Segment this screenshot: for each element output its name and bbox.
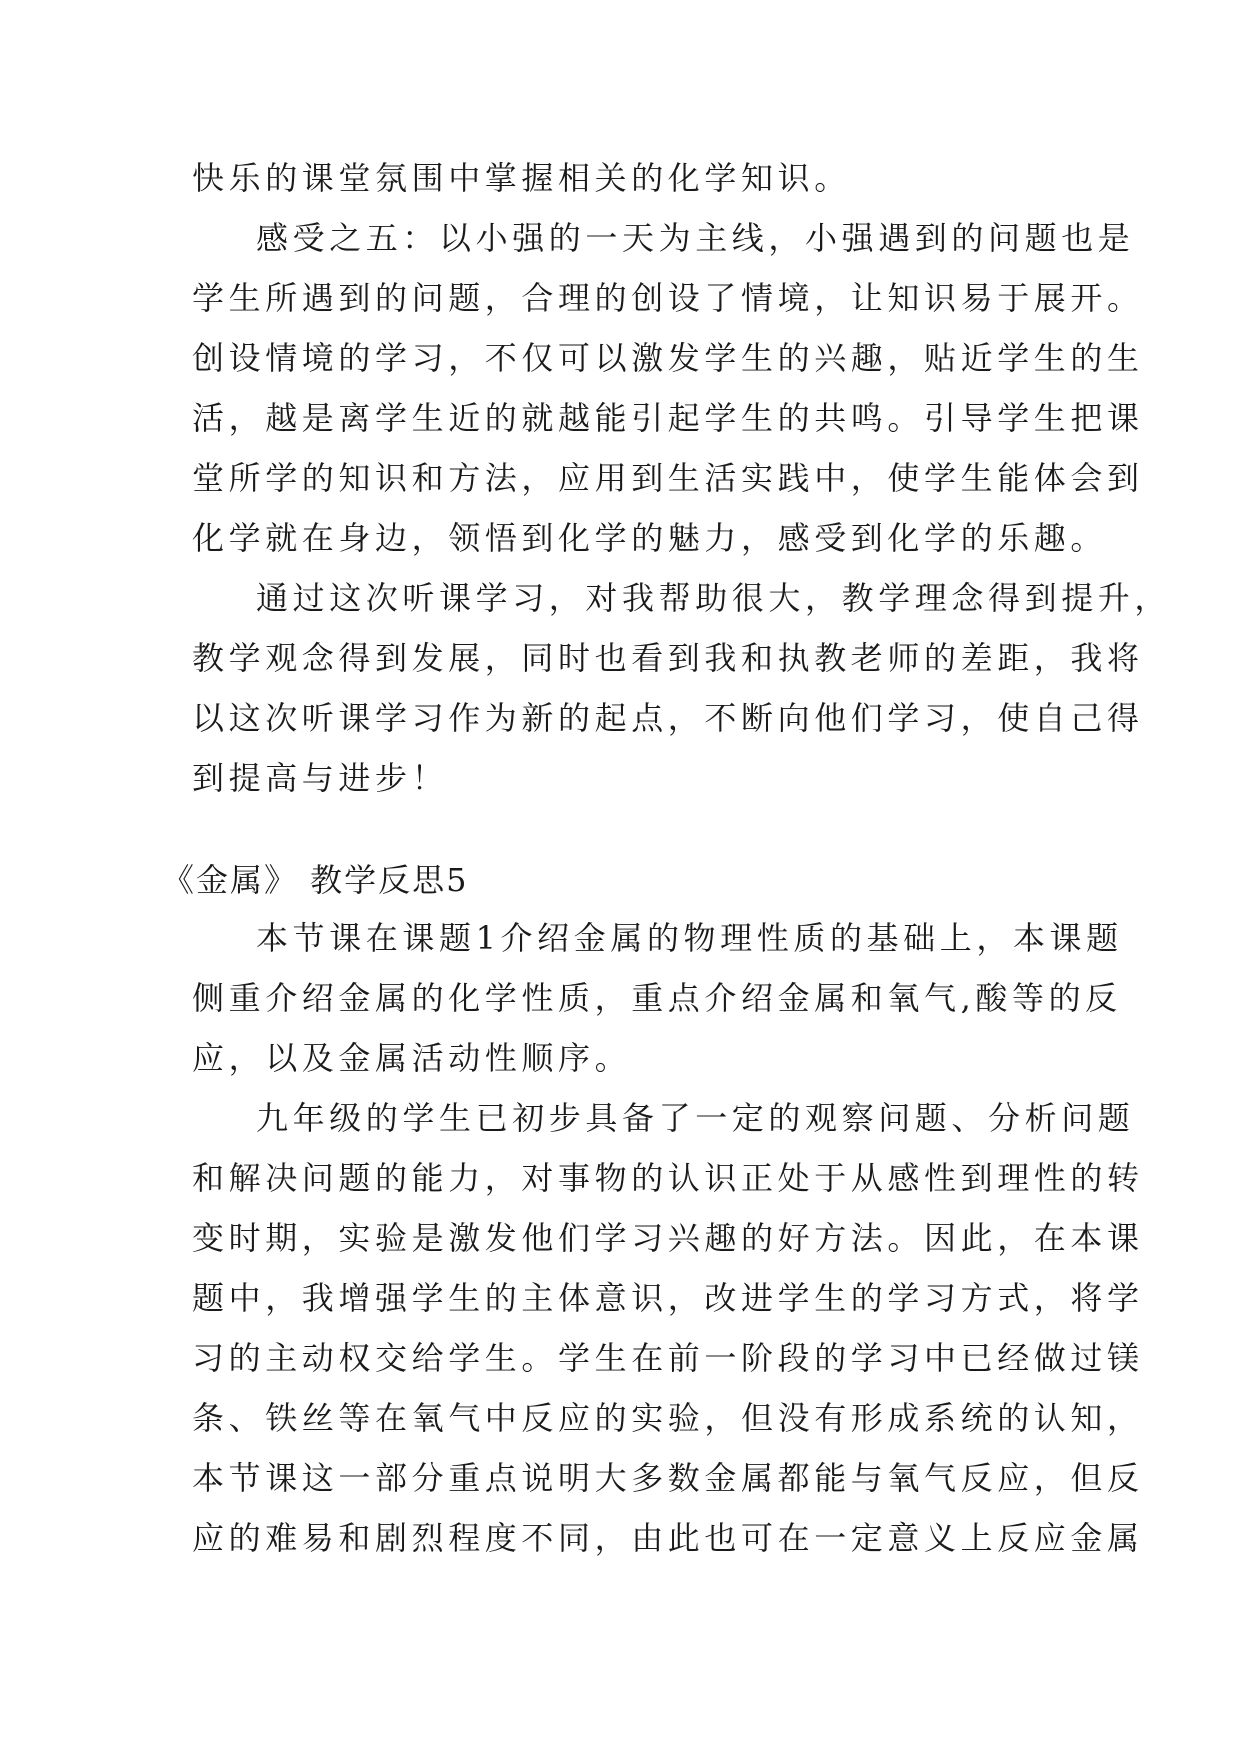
paragraph-line: 本节课在课题1介绍金属的物理性质的基础上，本课题: [256, 919, 1123, 957]
paragraph-line: 习的主动权交给学生。学生在前一阶段的学习中已经做过镁: [192, 1339, 1144, 1377]
paragraph-line: 快乐的课堂氛围中掌握相关的化学知识。: [192, 159, 851, 197]
paragraph-line: 化学就在身边，领悟到化学的魅力，感受到化学的乐趣。: [192, 519, 1108, 557]
paragraph-line: 创设情境的学习，不仅可以激发学生的兴趣，贴近学生的生: [192, 339, 1144, 377]
paragraph-line: 学生所遇到的问题，合理的创设了情境，让知识易于展开。: [192, 279, 1144, 317]
paragraph-line: 以这次听课学习作为新的起点，不断向他们学习，使自己得: [192, 699, 1144, 737]
paragraph-line: 和解决问题的能力，对事物的认识正处于从感性到理性的转: [192, 1159, 1144, 1197]
paragraph-line: 变时期，实验是激发他们学习兴趣的好方法。因此，在本课: [192, 1219, 1144, 1257]
paragraph-line: 侧重介绍金属的化学性质，重点介绍金属和氧气,酸等的反: [192, 979, 1122, 1017]
section-heading: 《金属》 教学反思5: [162, 861, 469, 899]
paragraph-line: 感受之五：以小强的一天为主线，小强遇到的问题也是: [256, 219, 1135, 257]
paragraph-line: 到提高与进步！: [192, 759, 449, 797]
paragraph-line: 条、铁丝等在氧气中反应的实验，但没有形成系统的认知，: [192, 1399, 1144, 1437]
paragraph-line: 应的难易和剧烈程度不同，由此也可在一定意义上反应金属: [192, 1519, 1144, 1557]
paragraph-line: 题中，我增强学生的主体意识，改进学生的学习方式，将学: [192, 1279, 1144, 1317]
paragraph-line: 九年级的学生已初步具备了一定的观察问题、分析问题: [256, 1099, 1135, 1137]
paragraph-line: 本节课这一部分重点说明大多数金属都能与氧气反应，但反: [192, 1459, 1144, 1497]
paragraph-line: 活，越是离学生近的就越能引起学生的共鸣。引导学生把课: [192, 399, 1144, 437]
paragraph-line: 应，以及金属活动性顺序。: [192, 1039, 632, 1077]
paragraph-line: 教学观念得到发展，同时也看到我和执教老师的差距，我将: [192, 639, 1144, 677]
paragraph-line: 堂所学的知识和方法，应用到生活实践中，使学生能体会到: [192, 459, 1144, 497]
paragraph-line: 通过这次听课学习，对我帮助很大，教学理念得到提升，: [256, 579, 1172, 617]
